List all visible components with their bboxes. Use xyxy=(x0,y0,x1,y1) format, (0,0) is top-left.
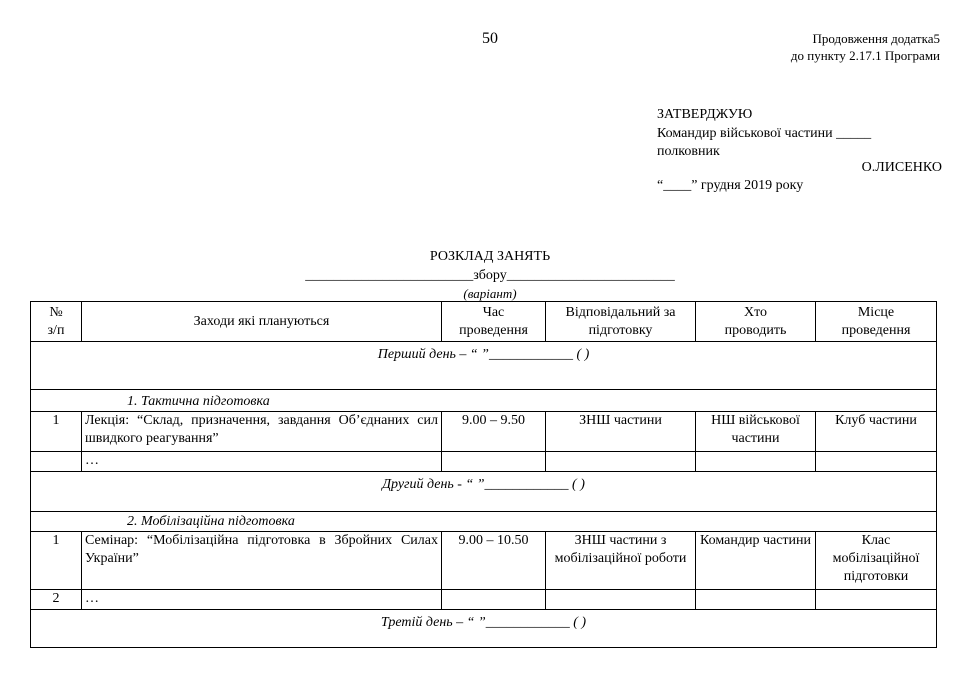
table-row xyxy=(31,590,937,610)
table-row xyxy=(31,412,937,452)
row-time: 9.00 – 10.50 xyxy=(442,532,546,590)
row-place: Клуб частини xyxy=(816,412,937,452)
row-place: Клас мобілізаційної підготовки xyxy=(816,532,937,590)
row-responsible: ЗНШ частини з мобілізаційної роботи xyxy=(546,532,696,590)
approval-rank: полковник xyxy=(657,144,720,159)
row-num: 1 xyxy=(31,412,82,452)
row-activity: Лекція: “Склад, призначення, завдання Об’єднаних сил швидкого реагування” xyxy=(82,412,442,452)
row-time: 9.00 – 9.50 xyxy=(442,412,546,452)
empty-cell xyxy=(816,452,937,472)
table-row xyxy=(31,532,937,590)
approval-name: О.ЛИСЕНКО xyxy=(861,160,942,175)
day-1: Перший день – “ ”____________ ( ) xyxy=(31,342,937,390)
day-3: Третій день – “ ”____________ ( ) xyxy=(31,610,937,648)
schedule-variant: (варіант) xyxy=(463,286,517,301)
approval-date: “____” грудня 2019 року xyxy=(657,178,804,193)
row-activity: … xyxy=(82,590,442,610)
header-time: Час проведення xyxy=(442,302,546,342)
continuation-line-1: Продовження додатка5 xyxy=(812,31,940,46)
row-ellipsis: … xyxy=(82,452,442,472)
schedule-title: РОЗКЛАД ЗАНЯТЬ xyxy=(429,249,551,264)
section-mobilization: 2. Мобілізаційна підготовка xyxy=(31,512,937,532)
header-row xyxy=(31,302,937,342)
section-tactical: 1. Тактична підготовка xyxy=(31,390,937,412)
empty-cell xyxy=(442,452,546,472)
row-responsible: ЗНШ частини xyxy=(546,412,696,452)
empty-cell xyxy=(546,452,696,472)
empty-cell xyxy=(696,590,816,610)
schedule-subtitle: ________________________збору________________________ xyxy=(305,268,675,283)
header-who: Хто проводить xyxy=(696,302,816,342)
row-num-empty xyxy=(31,452,82,472)
section-row xyxy=(31,512,937,532)
day-row xyxy=(31,610,937,648)
row-num: 1 xyxy=(31,532,82,590)
approval-position: Командир військової частини _____ xyxy=(657,125,872,141)
row-who: Командир частини xyxy=(696,532,816,590)
row-who: НШ військової частини xyxy=(696,412,816,452)
day-row xyxy=(31,472,937,512)
approval-block xyxy=(657,106,871,162)
day-2: Другий день - “ ”____________ ( ) xyxy=(31,472,937,512)
continuation-note xyxy=(791,30,940,64)
header-num: № з/п xyxy=(31,302,82,342)
approval-heading: ЗАТВЕРДЖУЮ xyxy=(657,107,753,122)
section-row xyxy=(31,390,937,412)
empty-cell xyxy=(546,590,696,610)
table-row xyxy=(31,452,937,472)
header-responsible: Відповідальний за підготовку xyxy=(546,302,696,342)
empty-cell xyxy=(442,590,546,610)
day-row xyxy=(31,342,937,390)
empty-cell xyxy=(696,452,816,472)
continuation-line-2: до пункту 2.17.1 Програми xyxy=(790,48,940,63)
header-place: Місце проведення xyxy=(816,302,937,342)
row-num: 2 xyxy=(31,590,82,610)
header-activities: Заходи які плануються xyxy=(82,302,442,342)
row-activity: Семінар: “Мобілізаційна підготовка в Збройних Силах України” xyxy=(82,532,442,590)
schedule-table xyxy=(30,301,937,648)
page-number: 50 xyxy=(482,30,498,47)
empty-cell xyxy=(816,590,937,610)
